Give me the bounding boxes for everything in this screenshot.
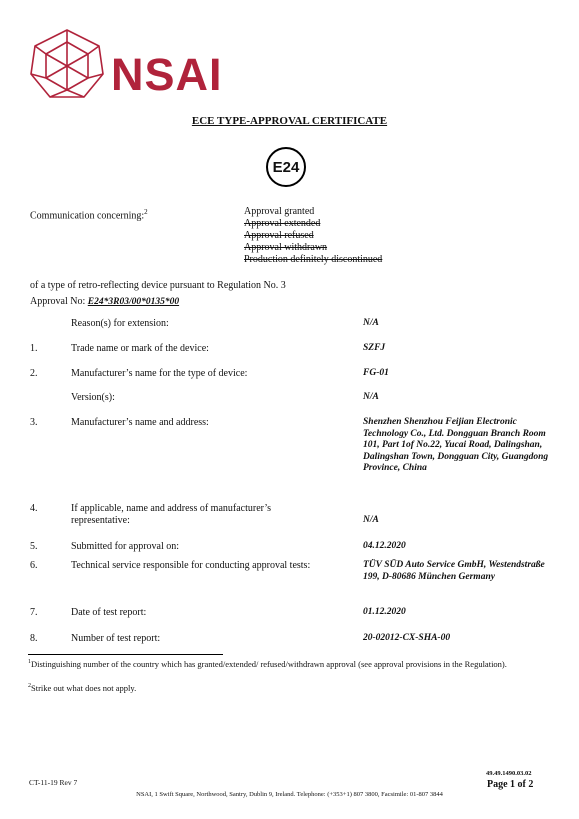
communication-option: Approval refused [244,230,314,241]
item-value: SZFJ [363,343,386,353]
page-number: Page 1 of 2 [487,779,534,790]
e-mark-text: E24 [272,158,300,176]
footnote: $^1$Distinguishing number of the country which has granted/extended/ refused/withdrawn approval (see approval provisions in the Regulation). [28,658,507,669]
footer-address: NSAI, 1 Swift Square, Northwood, Santry, Dublin 9, Ireland. Telephone: (+353+1) 807 3800, Facsimile: 01-807 3844 [136,791,443,798]
item-value: N/A [363,515,379,525]
footnote: $^2$Strike out what does not apply. [28,682,137,693]
item-label: Trade name or mark of the device: [71,343,209,354]
approval-number: E24*3R03/00*0135*00 [87,297,180,307]
approval-label: Approval No: [30,296,86,307]
item-label: Number of test report: [71,633,161,644]
item-value: Shenzhen Shenzhou Feijian Electronic Technology Co., Ltd. Dongguan Branch Room 101, Part 1of No.22, Yucai Road, Dalingshan, Dalingshan Town, Dongguan City, Guangdong Province, China [363,417,549,473]
communication-label: Communication concerning:$^2$ [30,208,148,222]
item-number: 7. [30,607,38,618]
item-number: 1. [30,343,38,354]
communication-options [244,206,382,266]
item-number: 3. [30,417,38,428]
regulation-text: of a type of retro-reflecting device pursuant to Regulation No. 3 [30,280,286,291]
communication-option: Production definitely discontinued [244,254,383,265]
item-label: Reason(s) for extension: [71,318,169,329]
item-number: 5. [30,541,38,552]
e-mark-badge [266,147,306,187]
footnote-divider [28,654,223,655]
item-number: 6. [30,560,38,571]
item-number: 4. [30,503,38,514]
brand-name: NSAI [111,49,223,100]
item-value: 20-02012-CX-SHA-00 [363,633,451,643]
approval-number-row [30,296,179,309]
communication-option: Approval granted [244,206,315,217]
item-label: If applicable, name and address of manufacturer’s representative: [71,503,272,526]
item-label: Submitted for approval on: [71,541,180,552]
item-value: N/A [363,318,379,328]
communication-option: Approval withdrawn [244,242,328,253]
item-label: Manufacturer’s name for the type of device: [71,368,248,379]
item-label: Date of test report: [71,607,147,618]
item-number: 8. [30,633,38,644]
page-title: ECE TYPE-APPROVAL CERTIFICATE [191,115,388,127]
item-number: 2. [30,368,38,379]
item-value: TÜV SÜD Auto Service GmbH, Westendstraße 199, D-80686 München Germany [363,560,545,582]
item-value: FG-01 [363,368,389,378]
form-reference: CT-11-19 Rev 7 [29,778,78,787]
item-value: 01.12.2020 [363,607,406,617]
communication-option: Approval extended [244,218,321,229]
item-value: N/A [363,392,379,402]
item-label: Technical service responsible for conducting approval tests: [71,560,311,571]
item-label: Manufacturer’s name and address: [71,417,209,428]
nsai-logo-icon [28,28,106,100]
document-code: 49.49.1490.03.02 [486,770,532,777]
item-value: 04.12.2020 [363,541,406,551]
item-label: Version(s): [71,392,115,403]
